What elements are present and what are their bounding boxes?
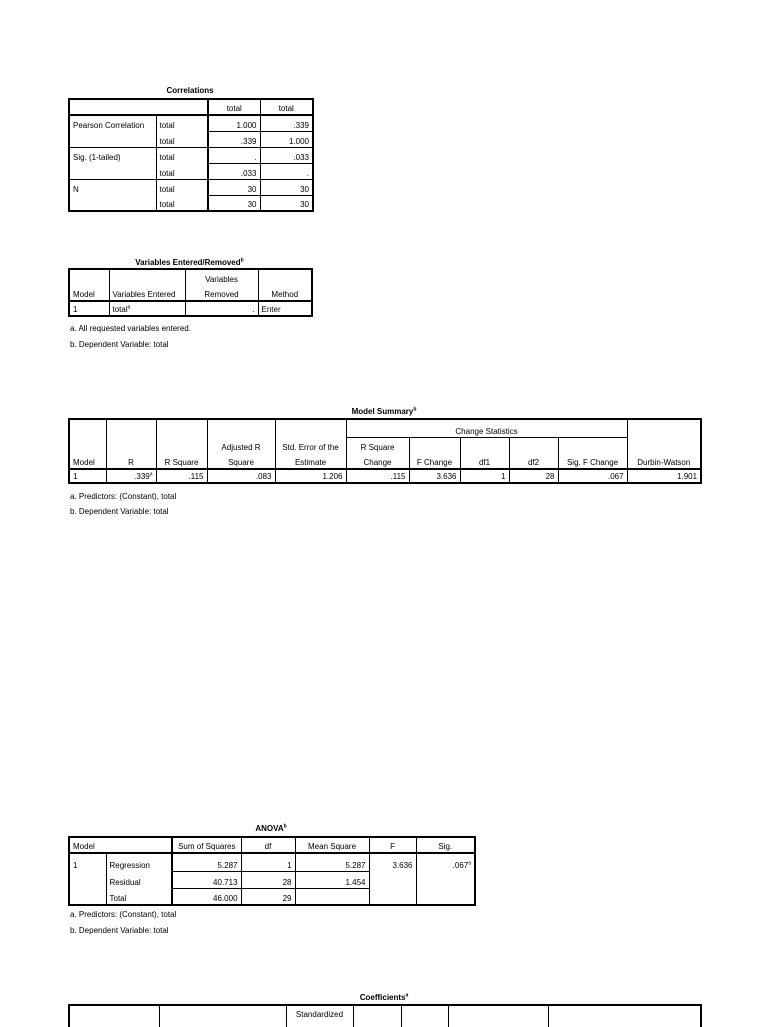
ms-df1-header: df1 <box>460 453 509 469</box>
footnote: b. Dependent Variable: total <box>70 340 169 349</box>
anova-title-text: ANOVA <box>255 824 284 833</box>
ms-row-sigf: .067 <box>558 469 627 483</box>
ms-r-value: .339 <box>134 472 150 481</box>
ms-adj-header-1: Adjusted R <box>207 437 275 453</box>
anova-row-model <box>69 888 106 905</box>
corr-cell: 1.000 <box>260 131 313 147</box>
var-entered-text: total <box>112 305 128 314</box>
ms-header-blank <box>106 419 156 437</box>
ms-header-blank <box>69 419 106 437</box>
ms-header-blank <box>156 437 207 453</box>
var-entered-header: Variables Entered <box>109 285 185 301</box>
footnote: a. All requested variables entered. <box>70 324 191 333</box>
var-header-cell <box>258 269 312 285</box>
anova-row-f <box>369 871 416 888</box>
corr-group-label <box>69 195 156 211</box>
var-removed-header-2: Removed <box>185 285 258 301</box>
ms-row-fchange: 3.636 <box>409 469 460 483</box>
footnote: a. Predictors: (Constant), total <box>70 492 177 501</box>
ms-se-header-2: Estimate <box>275 453 346 469</box>
ms-rsquare-header: R Square <box>156 453 207 469</box>
variables-table <box>68 268 313 317</box>
ms-adj-header-2: Square <box>207 453 275 469</box>
var-row-removed: . <box>185 301 258 316</box>
coef-standardized-header: Standardized <box>286 1005 353 1027</box>
ms-row-rsquare: .115 <box>156 469 207 483</box>
variables-title <box>68 258 311 267</box>
anova-row-df: 29 <box>241 888 295 905</box>
coefficients-title-text: Coefficients <box>359 993 406 1002</box>
corr-cell: .339 <box>260 115 313 131</box>
ms-r-sup: a <box>149 471 153 478</box>
anova-title <box>68 824 474 833</box>
ms-fchange-header: F Change <box>409 453 460 469</box>
ms-row-model: 1 <box>69 469 106 483</box>
correlations-title: Correlations <box>166 86 214 95</box>
ms-row-adj: .083 <box>207 469 275 483</box>
anova-row-ms <box>295 888 369 905</box>
coefficients-title-sup: a <box>405 992 409 999</box>
corr-cell: 30 <box>260 195 313 211</box>
anova-table <box>68 836 476 906</box>
ms-header-blank <box>275 419 346 437</box>
model-summary-title-sup: b <box>413 406 417 413</box>
var-model-header: Model <box>69 285 109 301</box>
correlations-table <box>68 98 314 212</box>
ms-df2-header: df2 <box>509 453 558 469</box>
ms-se-header-1: Std. Error of the <box>275 437 346 453</box>
ms-change-statistics: Change Statistics <box>346 419 627 437</box>
var-removed-header-1: Variables <box>185 269 258 285</box>
corr-var-label: total <box>156 163 208 179</box>
ms-header-blank <box>627 437 701 453</box>
model-summary-title <box>68 407 700 416</box>
model-summary-title-text: Model Summary <box>351 407 414 416</box>
ms-rsc-header-1: R Square <box>346 437 409 453</box>
corr-cell: . <box>260 163 313 179</box>
corr-var-label: total <box>156 115 208 131</box>
ms-header-blank <box>106 437 156 453</box>
anova-sig-sup: a <box>468 860 472 867</box>
ms-row-df2: 28 <box>509 469 558 483</box>
footnote: a. Predictors: (Constant), total <box>70 910 177 919</box>
footnote: b. Dependent Variable: total <box>70 926 169 935</box>
coefficients-title <box>68 993 700 1002</box>
anova-row-ss: 40.713 <box>172 871 241 888</box>
corr-var-label: total <box>156 131 208 147</box>
var-row-entered <box>109 301 185 316</box>
anova-row-f: 3.636 <box>369 853 416 871</box>
corr-group-label: Pearson Correlation <box>69 115 156 131</box>
corr-col-header: total <box>260 99 313 115</box>
var-header-cell <box>69 269 109 285</box>
ms-model-header: Model <box>69 453 106 469</box>
anova-row-sig <box>416 853 475 871</box>
anova-row-model: 1 <box>69 853 106 871</box>
anova-row-ms: 1.454 <box>295 871 369 888</box>
anova-f-header: F <box>369 837 416 853</box>
anova-title-sup: b <box>283 823 287 830</box>
corr-group-label: N <box>69 179 156 195</box>
ms-header-blank <box>509 437 558 453</box>
footnote: b. Dependent Variable: total <box>70 507 169 516</box>
ms-sigf-header: Sig. F Change <box>558 453 627 469</box>
ms-row-r <box>106 469 156 483</box>
anova-ms-header: Mean Square <box>295 837 369 853</box>
anova-row-df: 1 <box>241 853 295 871</box>
anova-row-label: Total <box>106 888 172 905</box>
corr-cell: .339 <box>208 131 260 147</box>
corr-cell: 1.000 <box>208 115 260 131</box>
anova-row-sig <box>416 888 475 905</box>
ms-header-blank <box>460 437 509 453</box>
anova-row-sig <box>416 871 475 888</box>
corr-group-label <box>69 163 156 179</box>
corr-group-label: Sig. (1-tailed) <box>69 147 156 163</box>
anova-row-ms: 5.287 <box>295 853 369 871</box>
ms-header-blank <box>558 437 627 453</box>
anova-row-f <box>369 888 416 905</box>
corr-var-label: total <box>156 195 208 211</box>
anova-row-label: Residual <box>106 871 172 888</box>
ms-row-dw: 1.901 <box>627 469 701 483</box>
variables-title-text: Variables Entered/Removed <box>135 258 241 267</box>
ms-dw-header: Durbin-Watson <box>627 453 701 469</box>
corr-cell: 30 <box>208 195 260 211</box>
ms-row-rsc: .115 <box>346 469 409 483</box>
var-row-model: 1 <box>69 301 109 316</box>
anova-row-label: Regression <box>106 853 172 871</box>
anova-row-model <box>69 871 106 888</box>
corr-cell: 30 <box>260 179 313 195</box>
ms-header-blank <box>207 419 275 437</box>
var-row-method: Enter <box>258 301 312 316</box>
ms-r-header: R <box>106 453 156 469</box>
corr-cell: .033 <box>208 163 260 179</box>
corr-var-label: total <box>156 147 208 163</box>
corr-group-label <box>69 131 156 147</box>
ms-header-blank <box>409 437 460 453</box>
ms-rsc-header-2: Change <box>346 453 409 469</box>
var-entered-sup: a <box>127 304 131 311</box>
variables-title-sup: b <box>240 257 244 264</box>
anova-model-header: Model <box>69 837 172 853</box>
corr-cell: . <box>208 147 260 163</box>
corr-cell: .033 <box>260 147 313 163</box>
anova-row-df: 28 <box>241 871 295 888</box>
corr-corner <box>69 99 208 115</box>
ms-header-blank <box>627 419 701 437</box>
ms-header-blank <box>69 437 106 453</box>
var-header-cell <box>109 269 185 285</box>
corr-cell: 30 <box>208 179 260 195</box>
var-method-header: Method <box>258 285 312 301</box>
anova-sig-header: Sig. <box>416 837 475 853</box>
anova-df-header: df <box>241 837 295 853</box>
anova-row-ss: 5.287 <box>172 853 241 871</box>
corr-var-label: total <box>156 179 208 195</box>
corr-col-header: total <box>208 99 260 115</box>
ms-row-se: 1.206 <box>275 469 346 483</box>
anova-sig-value: .067 <box>452 861 469 870</box>
ms-header-blank <box>156 419 207 437</box>
anova-ss-header: Sum of Squares <box>172 837 241 853</box>
ms-row-df1: 1 <box>460 469 509 483</box>
anova-row-ss: 46.000 <box>172 888 241 905</box>
model-summary-table <box>68 418 702 484</box>
